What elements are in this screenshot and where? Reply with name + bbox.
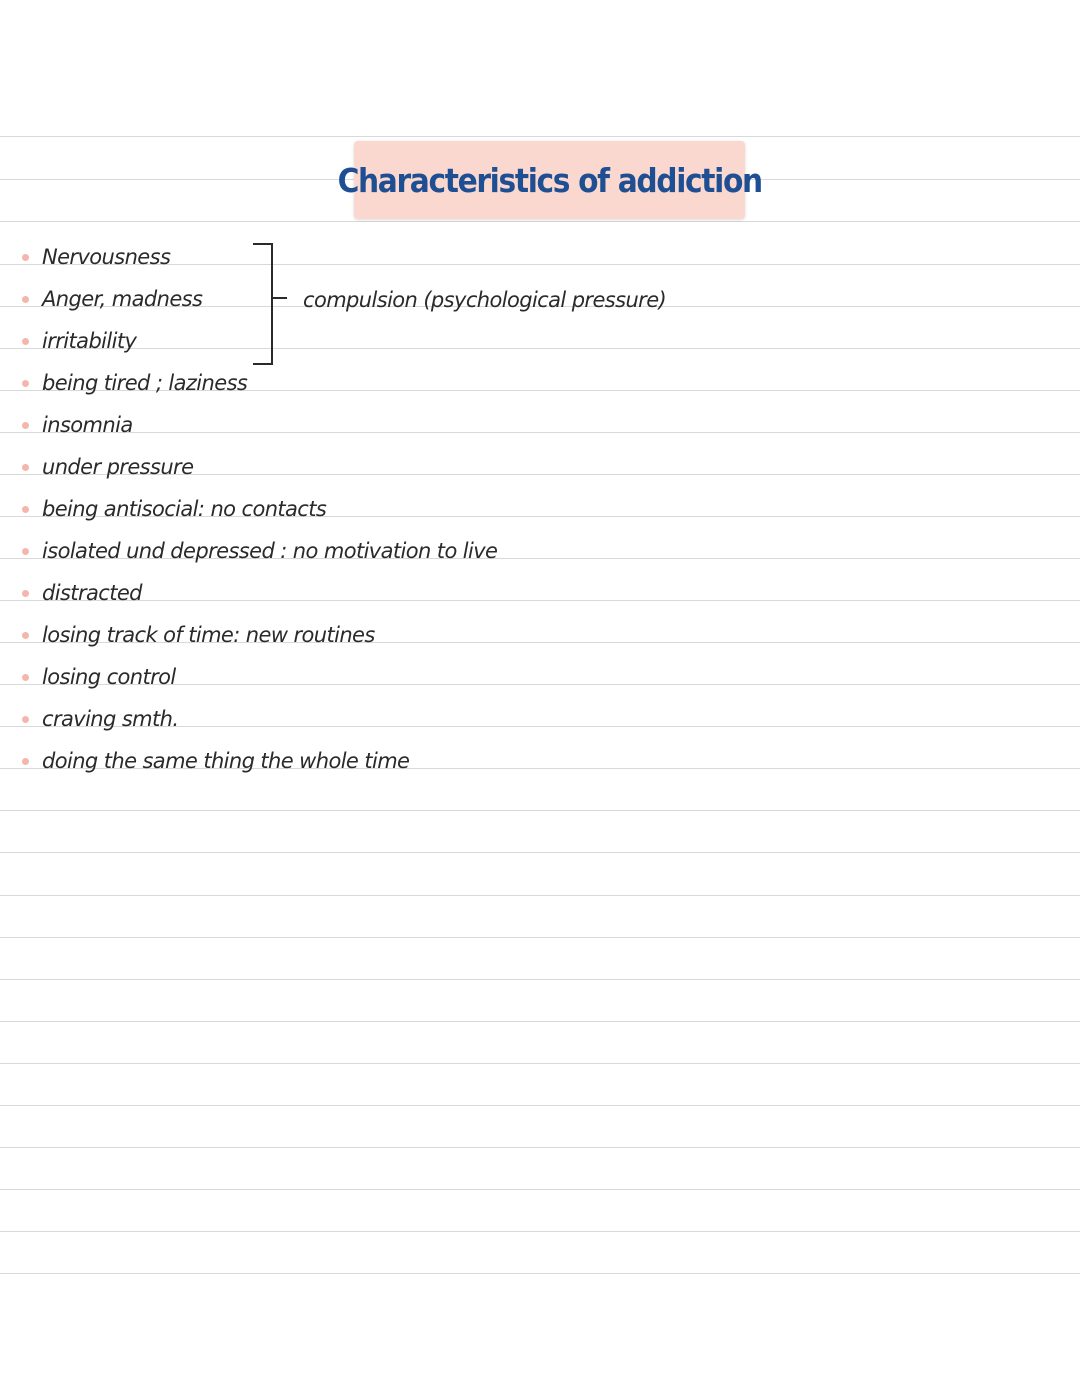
bullet-dot-icon: [22, 590, 29, 597]
bullet-dot-icon: [22, 338, 29, 345]
list-item: [22, 407, 133, 443]
list-item-text: Nervousness: [42, 245, 171, 269]
list-item-text: craving smth.: [42, 707, 179, 731]
bullet-dot-icon: [22, 674, 29, 681]
list-item: [22, 575, 142, 611]
list-item: [22, 323, 136, 359]
list-item: [22, 281, 202, 317]
bullet-dot-icon: [22, 548, 29, 555]
list-item-text: insomnia: [42, 413, 133, 437]
bullet-dot-icon: [22, 716, 29, 723]
grouping-bracket: [253, 243, 273, 365]
bullet-dot-icon: [22, 380, 29, 387]
bracket-annotation-text: compulsion (psychological pressure): [303, 288, 667, 312]
list-item-text: being tired ; laziness: [42, 371, 248, 395]
list-item-text: losing control: [42, 665, 176, 689]
bullet-dot-icon: [22, 296, 29, 303]
bracket-pointer: [273, 297, 287, 299]
page-title: Characteristics of addiction: [337, 160, 762, 200]
bullet-dot-icon: [22, 422, 29, 429]
bracket-annotation: [303, 282, 666, 318]
bullet-dot-icon: [22, 632, 29, 639]
list-item: [22, 239, 170, 275]
list-item-text: distracted: [42, 581, 142, 605]
list-item-text: losing track of time: new routines: [42, 623, 375, 647]
bullet-dot-icon: [22, 758, 29, 765]
list-item-text: Anger, madness: [42, 287, 203, 311]
list-item: [22, 659, 176, 695]
list-item-text: isolated und depressed : no motivation to live: [42, 539, 498, 563]
list-item: [22, 743, 409, 779]
list-item: [22, 701, 178, 737]
list-item: [22, 365, 247, 401]
bullet-dot-icon: [22, 464, 29, 471]
list-item-text: doing the same thing the whole time: [42, 749, 410, 773]
list-item: [22, 449, 193, 485]
list-item: [22, 533, 497, 569]
bullet-dot-icon: [22, 254, 29, 261]
list-item-text: irritability: [42, 329, 137, 353]
list-item: [22, 617, 375, 653]
bullet-dot-icon: [22, 506, 29, 513]
list-item-text: under pressure: [42, 455, 194, 479]
list-item-text: being antisocial: no contacts: [42, 497, 327, 521]
list-item: [22, 491, 326, 527]
